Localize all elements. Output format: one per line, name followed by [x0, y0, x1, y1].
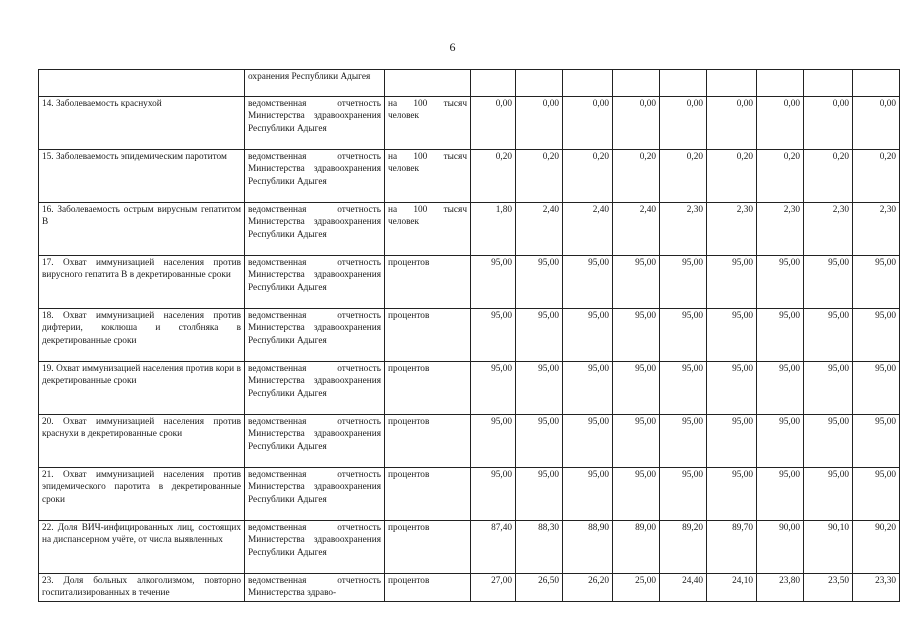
source-cell: ведомственная отчетность Министерства здравоохранения Республики Адыгея — [245, 97, 385, 150]
indicator-name-cell: 20. Охват иммунизацией населения против краснухи в декретированные сроки — [39, 415, 245, 468]
unit-cell: процентов — [385, 415, 471, 468]
value-cell: 95,00 — [471, 362, 516, 415]
value-cell: 95,00 — [853, 256, 900, 309]
value-cell — [707, 70, 757, 97]
value-cell: 95,00 — [853, 309, 900, 362]
unit-cell: на 100 тысяч человек — [385, 97, 471, 150]
value-cell: 95,00 — [757, 468, 804, 521]
value-cell: 95,00 — [563, 256, 613, 309]
value-cell: 95,00 — [471, 468, 516, 521]
indicator-name-cell: 17. Охват иммунизацией населения против вирусного гепатита В в декретированные сроки — [39, 256, 245, 309]
value-cell: 95,00 — [471, 415, 516, 468]
source-cell: ведомственная отчетность Министерства здраво- — [245, 574, 385, 602]
table-row — [39, 362, 900, 415]
table-row — [39, 203, 900, 256]
value-cell: 95,00 — [757, 256, 804, 309]
page-number: 6 — [449, 40, 456, 54]
source-cell: ведомственная отчетность Министерства здравоохранения Республики Адыгея — [245, 256, 385, 309]
value-cell: 26,20 — [563, 574, 613, 602]
unit-cell: на 100 тысяч человек — [385, 150, 471, 203]
value-cell: 95,00 — [707, 256, 757, 309]
value-cell: 95,00 — [516, 362, 563, 415]
value-cell: 95,00 — [563, 362, 613, 415]
value-cell: 95,00 — [660, 415, 707, 468]
value-cell: 95,00 — [660, 309, 707, 362]
value-cell: 25,00 — [613, 574, 660, 602]
value-cell: 0,20 — [516, 150, 563, 203]
value-cell: 95,00 — [516, 468, 563, 521]
value-cell: 0,20 — [804, 150, 853, 203]
unit-cell — [385, 70, 471, 97]
value-cell: 89,00 — [613, 521, 660, 574]
value-cell: 0,20 — [613, 150, 660, 203]
value-cell: 2,40 — [613, 203, 660, 256]
value-cell: 23,30 — [853, 574, 900, 602]
value-cell: 95,00 — [853, 362, 900, 415]
indicators-table — [38, 69, 900, 602]
table-row — [39, 256, 900, 309]
indicator-name-cell: 14. Заболеваемость краснухой — [39, 97, 245, 150]
value-cell: 95,00 — [804, 415, 853, 468]
value-cell: 95,00 — [853, 415, 900, 468]
value-cell: 90,00 — [757, 521, 804, 574]
value-cell: 95,00 — [613, 256, 660, 309]
indicator-name-cell: 18. Охват иммунизацией населения против дифтерии, коклюша и столбняка в декретированные сроки — [39, 309, 245, 362]
value-cell: 2,40 — [563, 203, 613, 256]
value-cell: 0,20 — [757, 150, 804, 203]
value-cell — [757, 70, 804, 97]
value-cell: 95,00 — [563, 415, 613, 468]
unit-cell: процентов — [385, 362, 471, 415]
value-cell — [660, 70, 707, 97]
value-cell — [516, 70, 563, 97]
value-cell: 23,80 — [757, 574, 804, 602]
table-row — [39, 150, 900, 203]
indicator-name-cell: 15. Заболеваемость эпидемическим паротитом — [39, 150, 245, 203]
value-cell: 95,00 — [660, 468, 707, 521]
value-cell: 95,00 — [516, 415, 563, 468]
value-cell: 0,20 — [853, 150, 900, 203]
table-row — [39, 309, 900, 362]
value-cell: 0,20 — [660, 150, 707, 203]
indicator-name-cell — [39, 70, 245, 97]
source-cell: ведомственная отчетность Министерства здравоохранения Республики Адыгея — [245, 362, 385, 415]
value-cell: 95,00 — [804, 362, 853, 415]
table-row — [39, 97, 900, 150]
value-cell: 95,00 — [660, 362, 707, 415]
value-cell: 2,30 — [804, 203, 853, 256]
indicator-name-cell: 19. Охват иммунизацией населения против кори в декретированные сроки — [39, 362, 245, 415]
value-cell — [471, 70, 516, 97]
indicator-name-cell: 22. Доля ВИЧ-инфицированных лиц, состоящих на диспансерном учёте, от числа выявленных — [39, 521, 245, 574]
value-cell: 95,00 — [613, 468, 660, 521]
value-cell: 0,00 — [471, 97, 516, 150]
value-cell: 0,00 — [613, 97, 660, 150]
value-cell: 0,20 — [707, 150, 757, 203]
value-cell: 95,00 — [707, 415, 757, 468]
value-cell: 95,00 — [613, 309, 660, 362]
table-row-continuation — [39, 70, 900, 97]
source-cell: ведомственная отчетность Министерства здравоохранения Республики Адыгея — [245, 468, 385, 521]
value-cell: 23,50 — [804, 574, 853, 602]
table-row — [39, 574, 900, 602]
value-cell — [563, 70, 613, 97]
value-cell: 95,00 — [804, 468, 853, 521]
value-cell: 90,20 — [853, 521, 900, 574]
value-cell: 0,00 — [563, 97, 613, 150]
source-cell: охранения Республики Адыгея — [245, 70, 385, 97]
unit-cell: процентов — [385, 256, 471, 309]
value-cell: 90,10 — [804, 521, 853, 574]
value-cell: 95,00 — [707, 309, 757, 362]
value-cell: 95,00 — [516, 256, 563, 309]
value-cell — [804, 70, 853, 97]
value-cell: 2,40 — [516, 203, 563, 256]
value-cell: 88,90 — [563, 521, 613, 574]
value-cell — [853, 70, 900, 97]
value-cell: 95,00 — [471, 309, 516, 362]
value-cell: 2,30 — [757, 203, 804, 256]
unit-cell: процентов — [385, 309, 471, 362]
value-cell: 2,30 — [853, 203, 900, 256]
indicator-name-cell: 21. Охват иммунизацией населения против эпидемического паротита в декретированные сроки — [39, 468, 245, 521]
value-cell: 0,00 — [757, 97, 804, 150]
value-cell: 95,00 — [660, 256, 707, 309]
value-cell — [613, 70, 660, 97]
value-cell: 0,00 — [804, 97, 853, 150]
source-cell: ведомственная отчетность Министерства здравоохранения Республики Адыгея — [245, 203, 385, 256]
value-cell: 27,00 — [471, 574, 516, 602]
value-cell: 2,30 — [660, 203, 707, 256]
value-cell: 95,00 — [516, 309, 563, 362]
value-cell: 1,80 — [471, 203, 516, 256]
value-cell: 95,00 — [757, 415, 804, 468]
value-cell: 95,00 — [757, 362, 804, 415]
value-cell: 95,00 — [804, 256, 853, 309]
value-cell: 95,00 — [471, 256, 516, 309]
table-row — [39, 415, 900, 468]
source-cell: ведомственная отчетность Министерства здравоохранения Республики Адыгея — [245, 415, 385, 468]
unit-cell: процентов — [385, 574, 471, 602]
unit-cell: процентов — [385, 468, 471, 521]
value-cell: 2,30 — [707, 203, 757, 256]
value-cell: 95,00 — [707, 362, 757, 415]
source-cell: ведомственная отчетность Министерства здравоохранения Республики Адыгея — [245, 309, 385, 362]
value-cell: 88,30 — [516, 521, 563, 574]
value-cell: 95,00 — [853, 468, 900, 521]
value-cell: 89,20 — [660, 521, 707, 574]
source-cell: ведомственная отчетность Министерства здравоохранения Республики Адыгея — [245, 521, 385, 574]
unit-cell: процентов — [385, 521, 471, 574]
value-cell: 95,00 — [563, 468, 613, 521]
value-cell: 95,00 — [707, 468, 757, 521]
value-cell: 0,00 — [707, 97, 757, 150]
table-row — [39, 468, 900, 521]
value-cell: 95,00 — [613, 362, 660, 415]
value-cell: 0,20 — [471, 150, 516, 203]
table-row — [39, 521, 900, 574]
value-cell: 24,40 — [660, 574, 707, 602]
value-cell: 0,00 — [853, 97, 900, 150]
unit-cell: на 100 тысяч человек — [385, 203, 471, 256]
source-cell: ведомственная отчетность Министерства здравоохранения Республики Адыгея — [245, 150, 385, 203]
value-cell: 89,70 — [707, 521, 757, 574]
indicator-name-cell: 23. Доля больных алкоголизмом, повторно госпитализированных в течение — [39, 574, 245, 602]
value-cell: 95,00 — [613, 415, 660, 468]
value-cell: 0,20 — [563, 150, 613, 203]
value-cell: 95,00 — [757, 309, 804, 362]
value-cell: 0,00 — [660, 97, 707, 150]
value-cell: 26,50 — [516, 574, 563, 602]
value-cell: 24,10 — [707, 574, 757, 602]
value-cell: 0,00 — [516, 97, 563, 150]
value-cell: 95,00 — [804, 309, 853, 362]
value-cell: 95,00 — [563, 309, 613, 362]
value-cell: 87,40 — [471, 521, 516, 574]
indicator-name-cell: 16. Заболеваемость острым вирусным гепатитом В — [39, 203, 245, 256]
